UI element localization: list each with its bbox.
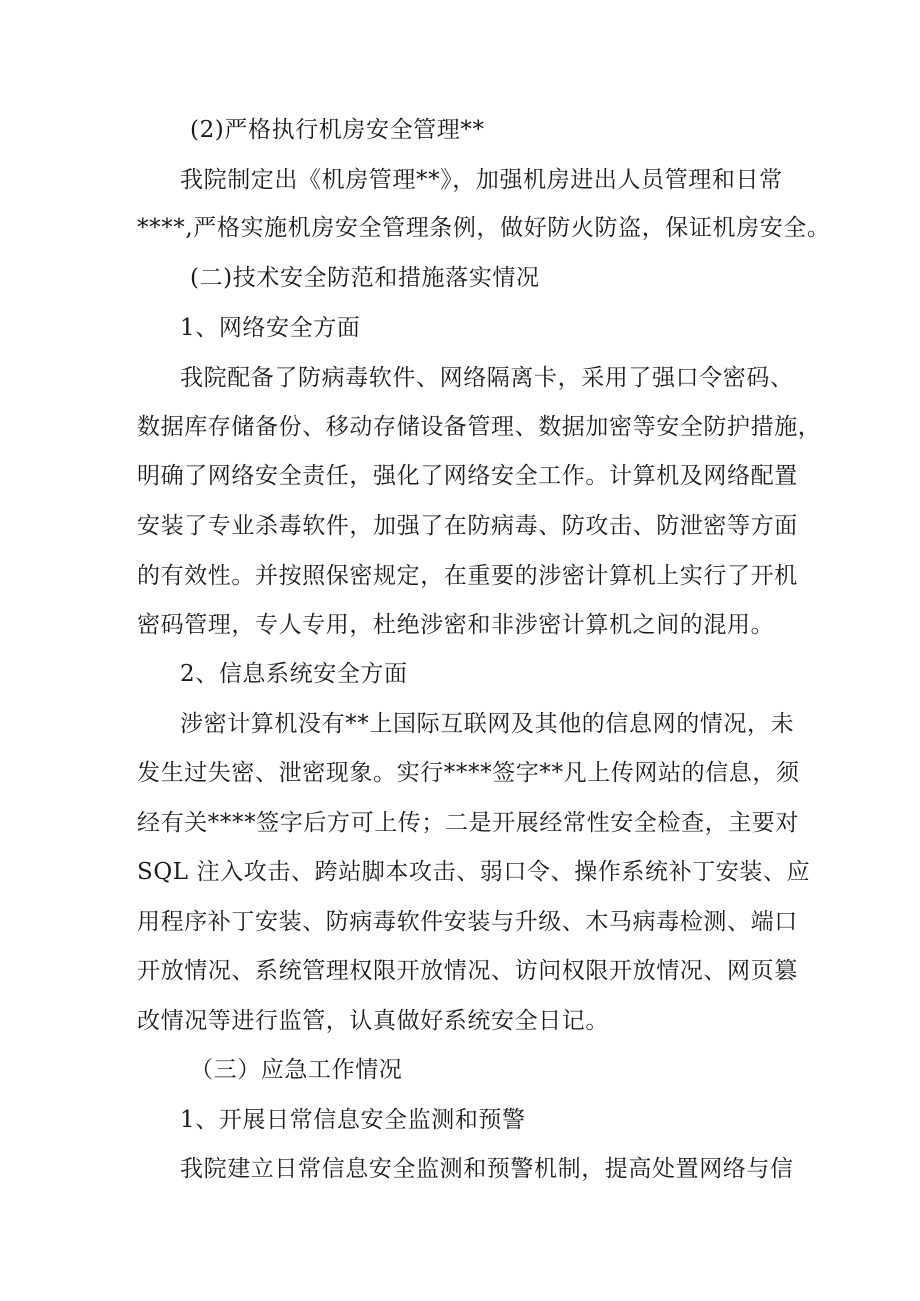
subsection-heading: 1、开展日常信息安全监测和预警 xyxy=(180,1107,526,1133)
paragraph-line: 的有效性。并按照保密规定，在重要的涉密计算机上实行了开机 xyxy=(137,563,798,589)
paragraph-line: ****,严格实施机房安全管理条例，做好防火防盗，保证机房安全。 xyxy=(137,215,831,241)
section-heading: (2)严格执行机房安全管理** xyxy=(190,117,485,143)
paragraph-line: 用程序补丁安装、防病毒软件安装与升级、木马病毒检测、端口 xyxy=(137,909,798,935)
paragraph-line: SQL 注入攻击、跨站脚本攻击、弱口令、操作系统补丁安装、应 xyxy=(137,859,811,885)
paragraph-line: 明确了网络安全责任，强化了网络安全工作。计算机及网络配置 xyxy=(137,463,798,489)
paragraph-line: 开放情况、系统管理权限开放情况、访问权限开放情况、网页篡 xyxy=(137,958,798,984)
section-heading: （三）应急工作情况 xyxy=(190,1057,403,1083)
subsection-heading: 2、信息系统安全方面 xyxy=(180,661,408,687)
paragraph-line: 数据库存储备份、移动存储设备管理、数据加密等安全防护措施， xyxy=(137,414,822,440)
paragraph-line: 密码管理，专人专用，杜绝涉密和非涉密计算机之间的混用。 xyxy=(137,612,775,638)
paragraph-line: 改情况等进行监管，认真做好系统安全日记。 xyxy=(137,1008,609,1034)
paragraph-line: 我院建立日常信息安全监测和预警机制，提高处置网络与信 xyxy=(180,1156,794,1182)
subsection-heading: 1、网络安全方面 xyxy=(180,315,361,341)
paragraph-line: 安装了专业杀毒软件，加强了在防病毒、防攻击、防泄密等方面 xyxy=(137,513,798,539)
paragraph-line: 发生过失密、泄密现象。实行****签字**凡上传网站的信息，须 xyxy=(137,760,800,786)
paragraph-line: 我院制定出《机房管理**》，加强机房进出人员管理和日常 xyxy=(180,167,783,193)
paragraph-line: 我院配备了防病毒软件、网络隔离卡，采用了强口令密码、 xyxy=(180,365,794,391)
section-heading: (二)技术安全防范和措施落实情况 xyxy=(190,265,540,291)
paragraph-line: 经有关****签字后方可上传；二是开展经常性安全检查，主要对 xyxy=(137,810,799,836)
paragraph-line: 涉密计算机没有**上国际互联网及其他的信息网的情况，未 xyxy=(180,711,795,737)
